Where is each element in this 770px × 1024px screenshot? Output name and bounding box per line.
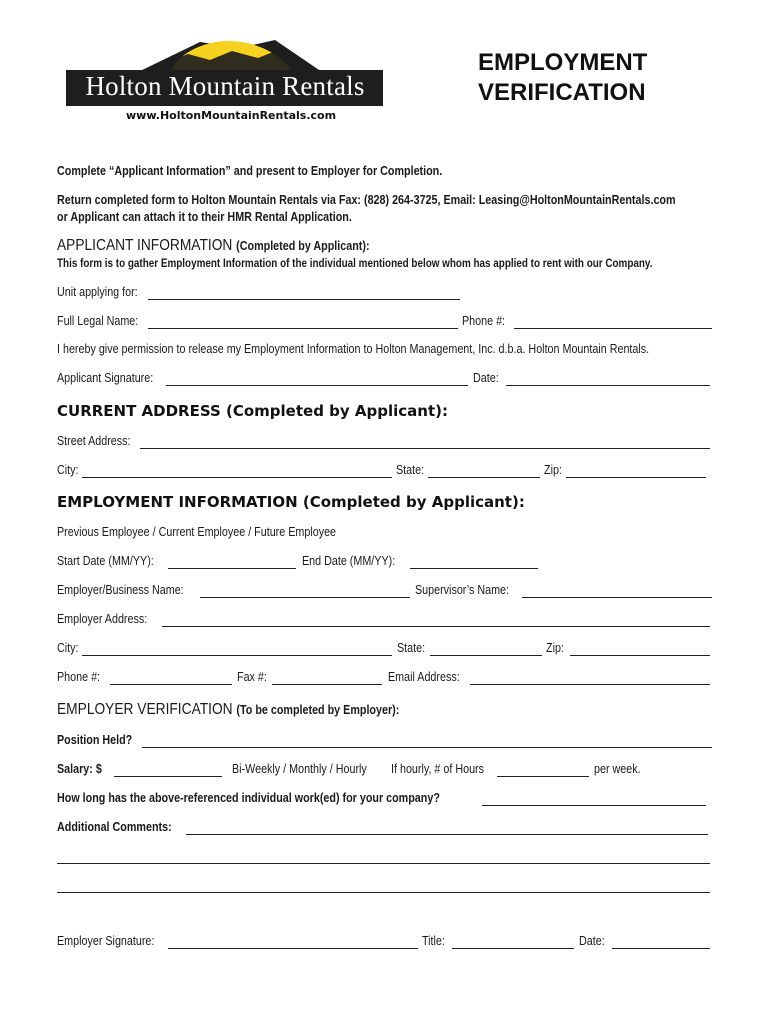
comments-field-line-1[interactable] [186,834,708,835]
address-heading: CURRENT ADDRESS (Completed by Applicant): [57,402,448,420]
employer-phone-field[interactable] [110,684,232,685]
full-name-field[interactable] [148,328,458,329]
applicant-heading-text: APPLICANT INFORMATION [57,237,233,254]
duration-label: How long has the above-referenced individual work(ed) for your company? [57,791,440,805]
intro-return-info: Return completed form to Holton Mountain Rentals via Fax: (828) 264-3725, Email: Leasing@HoltonMountainRentals.com [57,193,676,207]
applicant-signature-field[interactable] [166,385,468,386]
street-field[interactable] [140,448,710,449]
hours-field[interactable] [497,776,589,777]
comments-label: Additional Comments: [57,820,172,834]
zip-field[interactable] [566,477,706,478]
employer-date-label: Date: [579,934,605,948]
page-title [478,48,647,108]
per-week-label: per week. [594,762,641,776]
employer-city-label: City: [57,641,79,655]
employer-address-label: Employer Address: [57,612,148,626]
street-label: Street Address: [57,434,131,448]
comments-field-line-2[interactable] [57,863,710,864]
website-url: www.HoltonMountainRentals.com [126,109,337,122]
employer-phone-label: Phone #: [57,670,101,684]
supervisor-field[interactable] [522,597,712,598]
state-label: State: [396,463,425,477]
salary-label: Salary: $ [57,762,102,776]
hours-label: If hourly, # of Hours [391,762,485,776]
employer-zip-label: Zip: [546,641,564,655]
comments-field-line-3[interactable] [57,892,710,893]
duration-field[interactable] [482,805,706,806]
applicant-purpose: This form is to gather Employment Information of the individual mentioned below whom has applied to rent with our Company. [57,258,653,270]
applicant-date-label: Date: [473,371,499,385]
employer-fax-field[interactable] [272,684,382,685]
applicant-date-field[interactable] [506,385,710,386]
employer-address-field[interactable] [162,626,710,627]
title-line-1: EMPLOYMENT [478,49,648,76]
employer-email-label: Email Address: [388,670,460,684]
end-date-field[interactable] [410,568,538,569]
verification-heading-note: (To be completed by Employer): [236,703,400,717]
employer-fax-label: Fax #: [237,670,267,684]
intro-instruction: Complete “Applicant Information” and present to Employer for Completion. [57,164,443,178]
employer-zip-field[interactable] [570,655,710,656]
applicant-phone-label: Phone #: [462,314,506,328]
applicant-phone-field[interactable] [514,328,712,329]
full-name-label: Full Legal Name: [57,314,139,328]
unit-label: Unit applying for: [57,285,138,299]
zip-label: Zip: [544,463,562,477]
logo-brand-name: Holton Mountain Rentals [85,71,365,101]
permission-statement: I hereby give permission to release my Employment Information to Holton Management, Inc. d.b.a. Holton Mountain Rentals. [57,342,650,356]
employer-name-label: Employer/Business Name: [57,583,184,597]
employer-signature-label: Employer Signature: [57,934,155,948]
pay-frequency-options: Bi-Weekly / Monthly / Hourly [232,762,367,776]
intro-attach-info: or Applicant can attach it to their HMR Rental Application. [57,210,352,224]
title-line-2: VERIFICATION [478,79,646,106]
applicant-heading [57,237,370,255]
employer-date-field[interactable] [612,948,710,949]
employer-state-field[interactable] [430,655,542,656]
employer-title-field[interactable] [452,948,574,949]
employment-heading: EMPLOYMENT INFORMATION (Completed by Applicant): [57,493,525,511]
applicant-signature-label: Applicant Signature: [57,371,154,385]
city-field[interactable] [82,477,392,478]
applicant-heading-note: (Completed by Applicant): [236,239,370,253]
city-label: City: [57,463,79,477]
supervisor-label: Supervisor’s Name: [415,583,510,597]
unit-field[interactable] [148,299,460,300]
verification-heading-text: EMPLOYER VERIFICATION [57,701,233,718]
employer-name-field[interactable] [200,597,410,598]
salary-field[interactable] [114,776,222,777]
employer-city-field[interactable] [82,655,392,656]
start-date-field[interactable] [168,568,296,569]
employer-title-label: Title: [422,934,445,948]
employer-state-label: State: [397,641,426,655]
employer-email-field[interactable] [470,684,710,685]
verification-heading [57,701,399,719]
state-field[interactable] [428,477,540,478]
end-date-label: End Date (MM/YY): [302,554,396,568]
employee-status-options: Previous Employee / Current Employee / Future Employee [57,525,337,539]
start-date-label: Start Date (MM/YY): [57,554,154,568]
position-field[interactable] [142,747,712,748]
employer-signature-field[interactable] [168,948,418,949]
position-label: Position Held? [57,733,133,747]
